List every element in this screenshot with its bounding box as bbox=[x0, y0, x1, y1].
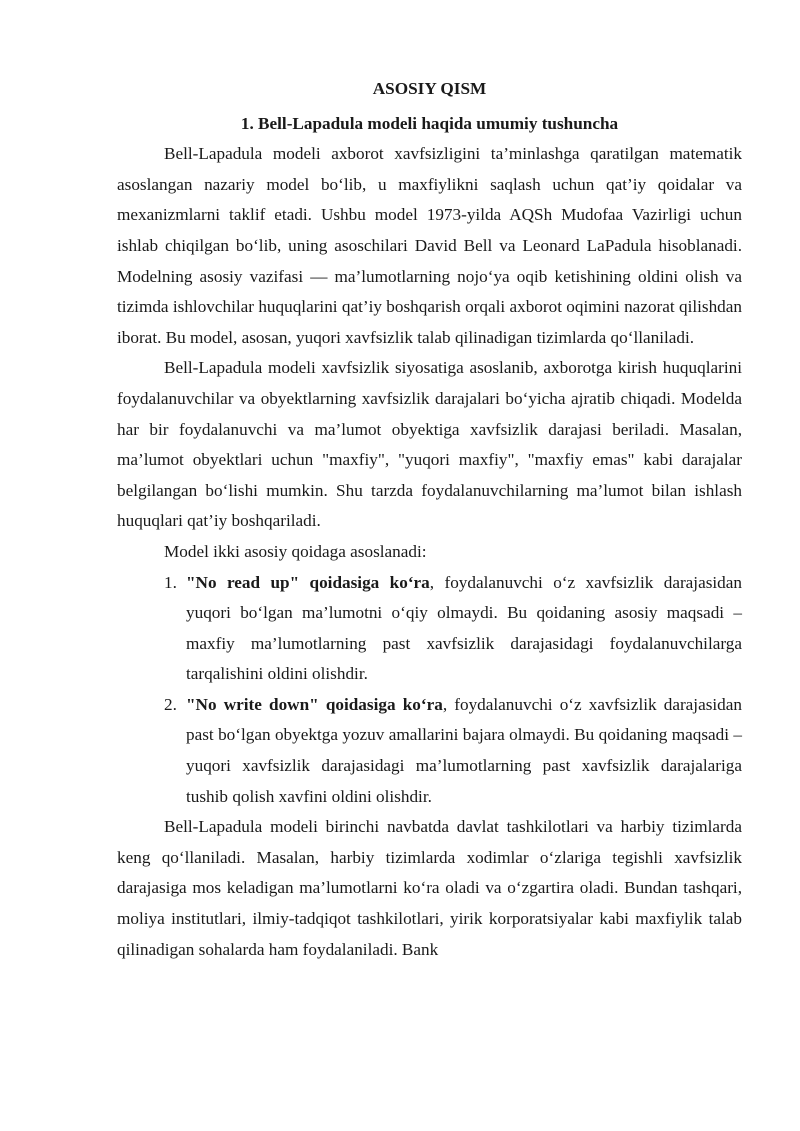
rule-text: , foydalanuvchi o‘z xavfsizlik darajasidan yuqori bo‘lgan ma’lumotni o‘qiy olmaydi. Bu qoidaning asosiy maqsadi – maxfiy ma’lumotlarning past xavfsizlik darajasidagi foydalanuvchilarga tarqalishini oldini olishdir. bbox=[186, 572, 742, 684]
paragraph-applications: Bell-Lapadula modeli birinchi navbatda davlat tashkilotlari va harbiy tizimlarda keng qo‘llaniladi. Masalan, harbiy tizimlarda xodimlar o‘zlariga tegishli xavfsizlik darajasiga mos keladigan ma’lumotlarni ko‘ra oladi va o‘zgartira oladi. Bundan tashqari, moliya institutlari, ilmiy-tadqiqot tashkilotlari, yirik korporatsiyalar kabi maxfiylik talab qilinadigan sohalarda ham foydalaniladi. Bank bbox=[117, 817, 742, 959]
list-item-no-write-down bbox=[164, 690, 742, 812]
subsection-title: 1. Bell-Lapadula modeli haqida umumiy tushuncha bbox=[240, 113, 619, 133]
paragraph-rules-intro: Model ikki asosiy qoidaga asoslanadi: bbox=[164, 541, 427, 561]
list-item-number: 2. bbox=[164, 694, 177, 714]
paragraph-access-rights: Bell-Lapadula modeli xavfsizlik siyosatiga asoslanib, axborotga kirish huquqlarini foydalanuvchilar va obyektlarning xavfsizlik darajalari bo‘yicha ajratib chiqadi. Modelda har bir foydalanuvchi va ma’lumot obyektiga xavfsizlik darajasi beriladi. Masalan, ma’lumot obyektlari uchun "maxfiy", "yuqori maxfiy", "maxfiy emas" kabi darajalar belgilangan bo‘lishi mumkin. Shu tarzda foydalanuvchilarning ma’lumot bilan ishlash huquqlari qat’iy boshqariladi. bbox=[117, 358, 742, 531]
list-item-no-read-up bbox=[164, 568, 742, 690]
rules-list bbox=[117, 568, 742, 813]
section-title: ASOSIY QISM bbox=[372, 79, 487, 98]
rule-title: "No read up" qoidasiga ko‘ra bbox=[186, 572, 430, 592]
rule-title: "No write down" qoidasiga ko‘ra bbox=[186, 694, 443, 714]
rule-text: , foydalanuvchi o‘z xavfsizlik darajasidan past bo‘lgan obyektga yozuv amallarini bajara olmaydi. Bu qoidaning maqsadi – yuqori xavfsizlik darajasidagi ma’lumotlarning past xavfsizlik darajalariga tushib qolish xavfini oldini olishdir. bbox=[186, 694, 742, 806]
list-item-body bbox=[186, 690, 742, 812]
list-item-number: 1. bbox=[164, 572, 177, 592]
paragraph-intro: Bell-Lapadula modeli axborot xavfsizligini ta’minlashga qaratilgan matematik asoslangan nazariy model bo‘lib, u maxfiylikni saqlash uchun qat’iy qoidalar va mexanizmlarni taklif etadi. Ushbu model 1973-yilda AQSh Mudofaa Vazirligi uchun ishlab chiqilgan bo‘lib, uning asoschilari David Bell va Leonard LaPadula hisoblanadi. Modelning asosiy vazifasi — ma’lumotlarning nojo‘ya oqib ketishining oldini olish va tizimda ishlovchilar huquqlarini qat’iy boshqarish orqali axborot oqimini nazorat qilishdan iborat. Bu model, asosan, yuqori xavfsizlik talab qilinadigan tizimlarda qo‘llaniladi. bbox=[117, 144, 742, 347]
list-item-body bbox=[186, 568, 742, 690]
document-page bbox=[117, 74, 742, 965]
